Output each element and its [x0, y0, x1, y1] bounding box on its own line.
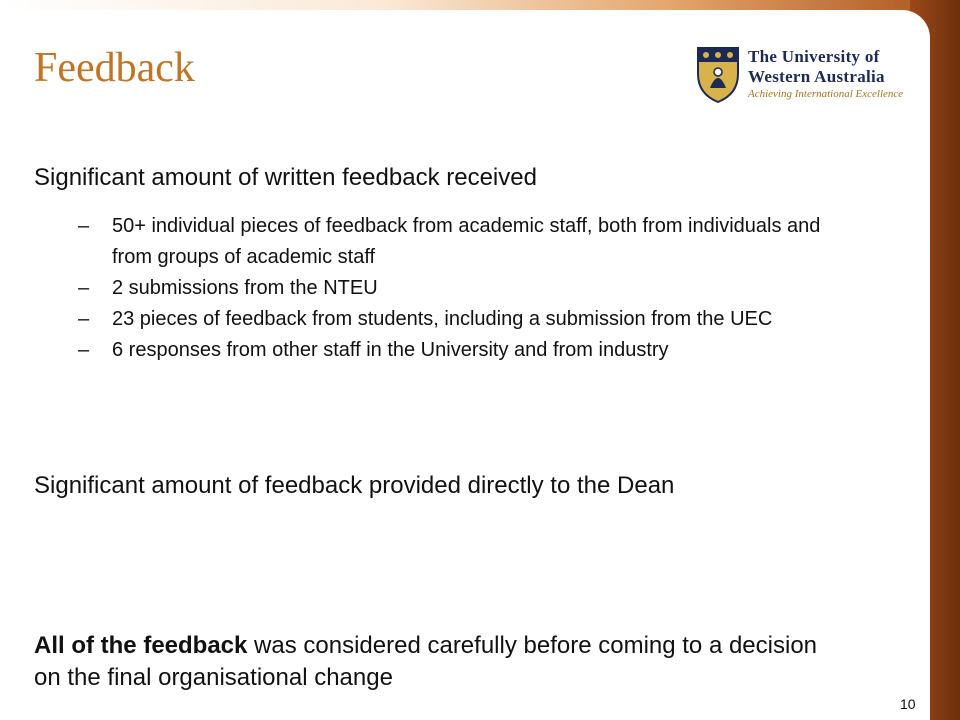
conclusion-emphasis: All of the feedback — [34, 632, 248, 659]
main-point-written-feedback: Significant amount of written feedback received — [34, 164, 537, 191]
sub-item-students — [78, 304, 838, 335]
sub-item-text: 23 pieces of feedback from students, including a submission from the UEC — [112, 308, 773, 330]
feedback-sub-list — [78, 211, 838, 366]
sub-item-academic-staff — [78, 211, 838, 273]
sub-item-other-staff — [78, 335, 838, 366]
page-number: 10 — [900, 696, 916, 712]
logo-university-name-line2: Western Australia — [748, 67, 885, 86]
slide-title: Feedback — [34, 45, 195, 91]
logo-university-name-line1: The University of — [748, 47, 880, 66]
sub-item-text: 6 responses from other staff in the University and from industry — [112, 339, 669, 361]
dash-bullet: – — [78, 215, 90, 237]
dash-bullet: – — [78, 277, 90, 299]
sub-item-nteu — [78, 273, 838, 304]
sub-item-text: 2 submissions from the NTEU — [112, 277, 378, 299]
dash-bullet: – — [78, 339, 90, 361]
conclusion-text: was considered carefully before coming to a decision on the final organisational change — [34, 632, 818, 691]
main-point-direct-feedback: Significant amount of feedback provided directly to the Dean — [34, 472, 675, 499]
dash-bullet: – — [78, 308, 90, 330]
sub-item-text: 50+ individual pieces of feedback from academic staff, both from individuals and from groups of academic staff — [112, 215, 821, 268]
university-crest-icon — [694, 44, 742, 104]
logo-tagline: Achieving International Excellence — [748, 88, 904, 100]
main-point-conclusion — [34, 630, 834, 694]
university-logo — [694, 44, 904, 106]
slide-content-panel — [0, 10, 930, 720]
